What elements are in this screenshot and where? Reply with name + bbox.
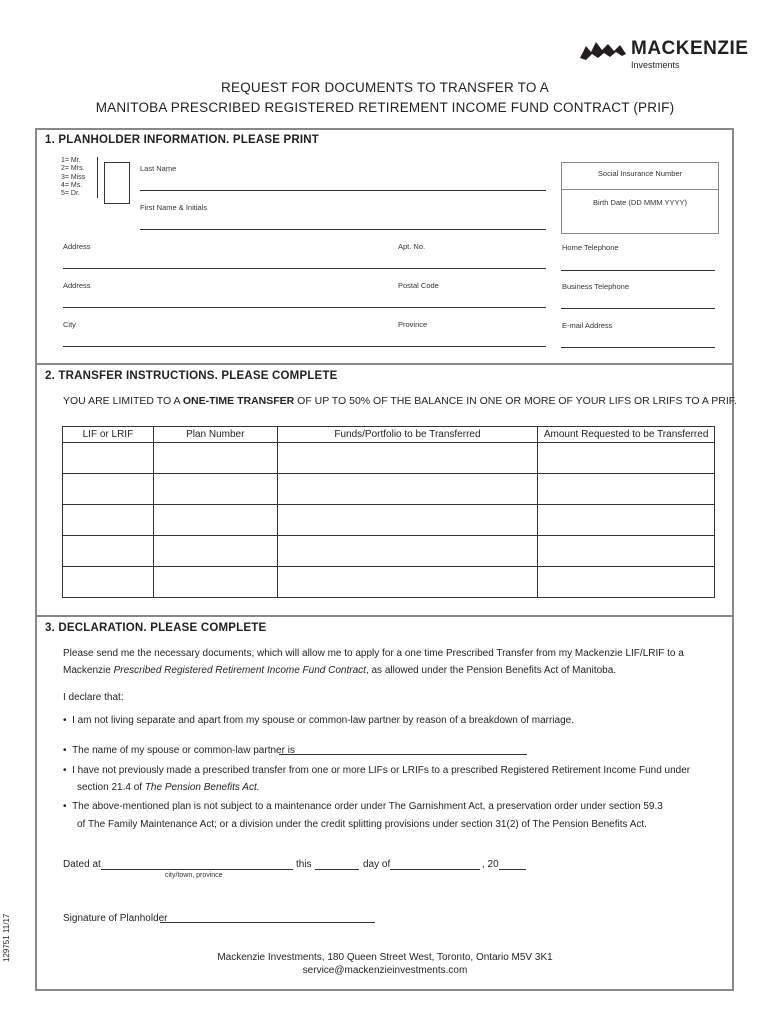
table-cell[interactable]: [538, 443, 715, 474]
transfer-table: [62, 426, 715, 598]
address2-field[interactable]: [63, 307, 546, 308]
dated-at-field[interactable]: [101, 869, 293, 870]
first-name-label: First Name & Initials: [140, 203, 208, 212]
table-cell[interactable]: [153, 505, 277, 536]
prefix-item: 2= Mrs.: [61, 165, 85, 173]
bullet-3-line2: [77, 782, 260, 794]
home-telephone-label: Home Telephone: [562, 243, 619, 252]
apt-label: Apt. No.: [398, 242, 426, 251]
title-prefix-input[interactable]: [104, 162, 130, 204]
year-label: , 20: [482, 859, 499, 870]
form-code: 129751 11/17: [2, 913, 11, 962]
day-of-label: day of: [363, 859, 391, 870]
table-cell[interactable]: [277, 505, 538, 536]
title-prefix-list: [61, 157, 98, 198]
footer-address: Mackenzie Investments, 180 Queen Street West, Toronto, Ontario M5V 3K1: [217, 952, 553, 963]
prefix-item: 3= Miss: [61, 173, 86, 181]
table-row: [63, 443, 715, 474]
dated-at-label: Dated at: [63, 859, 101, 870]
city-label: City: [63, 320, 76, 329]
table-row: [63, 474, 715, 505]
declaration-paragraph: [63, 648, 723, 677]
page-title-line2: MANITOBA PRESCRIBED REGISTERED RETIREMENT INCOME FUND CONTRACT (PRIF): [95, 100, 675, 115]
table-cell[interactable]: [538, 536, 715, 567]
bullet-4-line2: of The Family Maintenance Act; or a division under the credit splitting provisions under section 31(2) of The Pension Benefits Act.: [77, 819, 647, 830]
sin-label: Social Insurance Number: [597, 169, 683, 178]
table-cell[interactable]: [277, 567, 538, 598]
bullet-text: The name of my spouse or common-law partner is: [72, 745, 295, 756]
table-cell[interactable]: [63, 505, 154, 536]
table-cell[interactable]: [153, 443, 277, 474]
table-cell[interactable]: [277, 443, 538, 474]
year-field[interactable]: [499, 869, 526, 870]
notice-text-end: OF UP TO 50% OF THE BALANCE IN ONE OR MORE OF YOUR LIFS OR LRIFS TO A PRIF.: [294, 395, 737, 407]
table-cell[interactable]: [63, 536, 154, 567]
text: section 21.4 of: [77, 782, 145, 793]
section1-heading: 1. PLANHOLDER INFORMATION. PLEASE PRINT: [45, 134, 320, 146]
notice-text: YOU ARE LIMITED TO A: [63, 395, 183, 407]
business-telephone-label: Business Telephone: [562, 282, 629, 291]
notice-bold: ONE-TIME TRANSFER: [182, 395, 295, 407]
province-label: Province: [398, 320, 428, 329]
table-cell[interactable]: [538, 474, 715, 505]
email-label: E-mail Address: [562, 321, 613, 330]
bullet-2: • The name of my spouse or common-law partner is: [63, 745, 295, 756]
address2-label: Address: [63, 281, 91, 290]
logo-subtitle: Investments: [631, 60, 680, 70]
birth-date-label: Birth Date (DD MMM YYYY): [592, 198, 688, 207]
business-telephone-field[interactable]: [561, 308, 715, 309]
sin-birthdate-box[interactable]: [561, 162, 719, 234]
bullet-text: I have not previously made a prescribed transfer from one or more LIFs or LRIFs to a prescribed Registered Retirement Income Fund under: [72, 765, 691, 776]
city-province-field[interactable]: [63, 346, 546, 347]
table-row: [63, 505, 715, 536]
logo-name: MACKENZIE: [631, 38, 749, 59]
table-cell[interactable]: [153, 567, 277, 598]
paragraph-line: [63, 665, 723, 677]
table-cell[interactable]: [277, 536, 538, 567]
address1-field[interactable]: [63, 268, 546, 269]
table-cell[interactable]: [63, 474, 154, 505]
italic-text: Prescribed Registered Retirement Income Fund Contract: [113, 665, 366, 676]
table-cell[interactable]: [277, 474, 538, 505]
bullet-text: I am not living separate and apart from my spouse or common-law partner by reason of a breakdown of marriage.: [72, 715, 574, 726]
first-name-field[interactable]: [140, 229, 546, 230]
prefix-item: 5= Dr.: [61, 190, 80, 198]
last-name-field[interactable]: [140, 190, 546, 191]
bullet-4: • The above-mentioned plan is not subject to a maintenance order under The Garnishment Act, a preservation order under section 59.3: [63, 801, 663, 812]
table-cell[interactable]: [538, 505, 715, 536]
bullet-3: • I have not previously made a prescribed transfer from one or more LIFs or LRIFs to a prescribed Registered Retirement Income Fund under: [63, 765, 691, 776]
col-amount-requested: Amount Requested to be Transferred: [538, 427, 715, 443]
postal-code-label: Postal Code: [398, 281, 439, 290]
bullet-text: The above-mentioned plan is not subject to a maintenance order under The Garnishment Act, a preservation order under section 59.3: [72, 801, 663, 812]
paragraph-line: Please send me the necessary documents, which will allow me to apply for a one time Prescribed Transfer from my Mackenzie LIF/LRIF to a: [63, 648, 684, 659]
col-funds-portfolio: Funds/Portfolio to be Transferred: [277, 427, 538, 443]
table-cell[interactable]: [153, 474, 277, 505]
table-row: [63, 536, 715, 567]
home-telephone-field[interactable]: [561, 270, 715, 271]
prefix-item: 1= Mr.: [61, 157, 81, 164]
section2-heading: 2. TRANSFER INSTRUCTIONS. PLEASE COMPLETE: [45, 370, 338, 382]
italic-text: The Pension Benefits Act.: [144, 782, 260, 793]
signature-field[interactable]: [160, 922, 375, 923]
table-cell[interactable]: [63, 443, 154, 474]
declare-intro: I declare that:: [63, 692, 124, 703]
mackenzie-logo-icon: [578, 38, 628, 62]
month-field[interactable]: [390, 869, 480, 870]
day-field[interactable]: [315, 869, 359, 870]
text: , as allowed under the Pension Benefits Act of Manitoba.: [365, 665, 617, 676]
transfer-notice: [63, 395, 737, 407]
address1-label: Address: [63, 242, 91, 251]
section3-heading: 3. DECLARATION. PLEASE COMPLETE: [45, 622, 267, 634]
table-cell[interactable]: [538, 567, 715, 598]
bullet-1: • I am not living separate and apart from my spouse or common-law partner by reason of a breakdown of marriage.: [63, 715, 574, 726]
table-header-row: [63, 427, 715, 443]
table-row: [63, 567, 715, 598]
text: Mackenzie: [63, 665, 114, 676]
this-label: this: [296, 859, 312, 870]
col-plan-number: Plan Number: [153, 427, 277, 443]
email-field[interactable]: [561, 347, 715, 348]
last-name-label: Last Name: [140, 164, 177, 173]
page-title-line1: REQUEST FOR DOCUMENTS TO TRANSFER TO A: [221, 80, 549, 95]
footer-email: service@mackenzieinvestments.com: [302, 965, 468, 976]
col-lif-lrif: LIF or LRIF: [63, 427, 154, 443]
table-cell[interactable]: [153, 536, 277, 567]
prefix-item: 4= Ms.: [61, 181, 83, 189]
spouse-name-field[interactable]: [279, 754, 527, 755]
city-hint: city/town, province: [165, 872, 223, 879]
signature-label: Signature of Planholder: [63, 913, 168, 924]
sin-divider: [562, 189, 718, 190]
table-cell[interactable]: [63, 567, 154, 598]
